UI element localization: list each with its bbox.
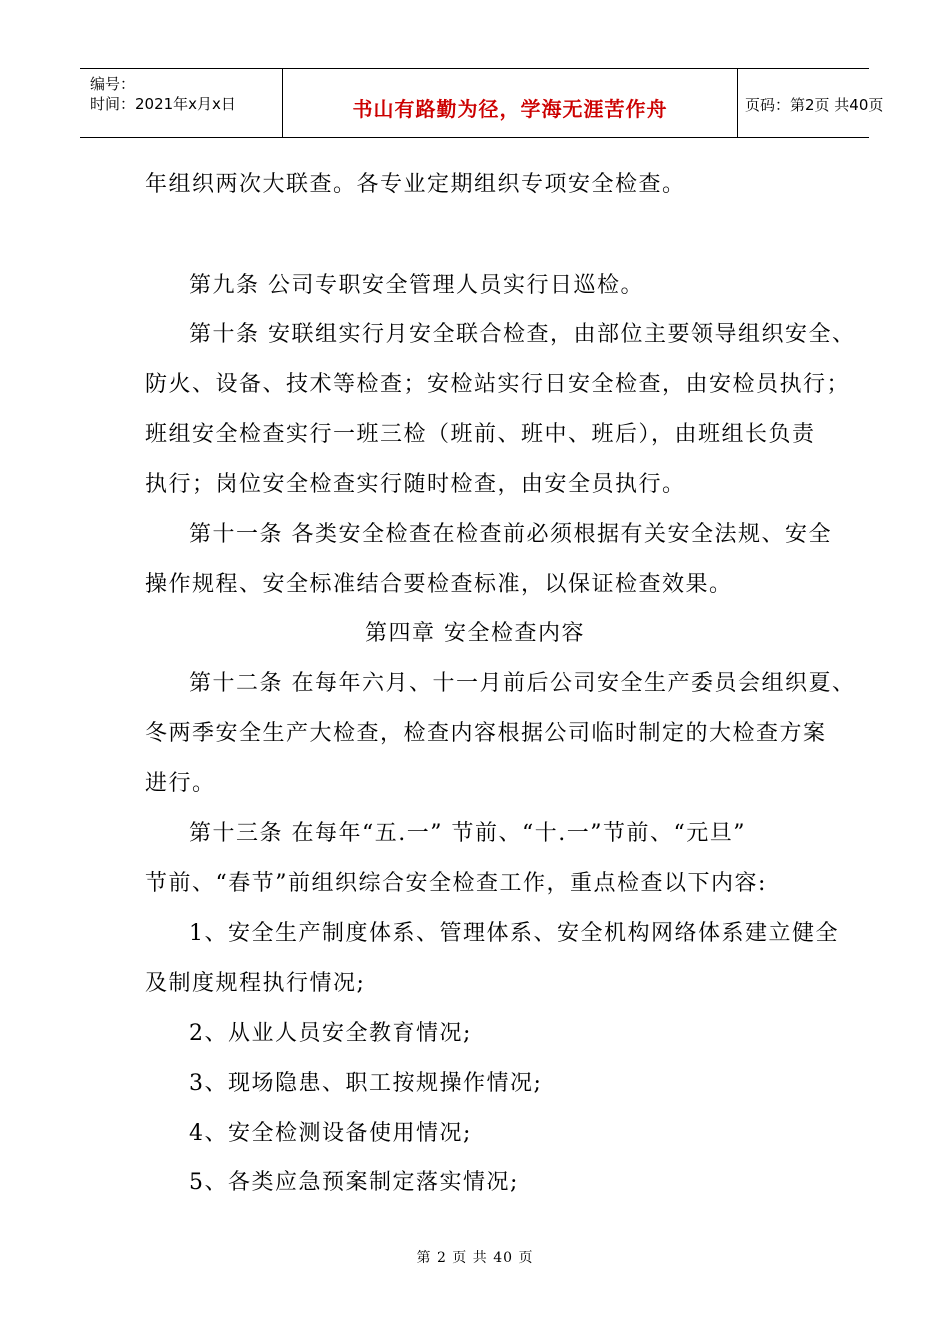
- body-line: 进行。: [145, 771, 216, 796]
- list-item: 3、现场隐患、职工按规操作情况;: [189, 1071, 543, 1096]
- chapter-heading: 第四章 安全检查内容: [365, 621, 585, 646]
- header-page-cell: [737, 69, 884, 137]
- list-item: 4、安全检测设备使用情况;: [189, 1121, 472, 1146]
- header-info-cell: [80, 69, 282, 137]
- article-10: 第十条 安联组实行月安全联合检查，由部位主要领导组织安全、: [189, 322, 856, 347]
- header-motto: 书山有路勤为径，学海无涯苦作舟: [352, 97, 668, 121]
- body-line: 操作规程、安全标准结合要检查标准，以保证检查效果。: [145, 572, 733, 597]
- list-item: 2、从业人员安全教育情况;: [189, 1021, 472, 1046]
- article-12: 第十二条 在每年六月、十一月前后公司安全生产委员会组织夏、: [189, 671, 856, 696]
- article-13: 第十三条 在每年“五.一” 节前、“十.一”节前、“元旦”: [189, 821, 746, 846]
- list-item: 5、各类应急预案制定落实情况;: [189, 1170, 519, 1195]
- body-line: 年组织两次大联查。各专业定期组织专项安全检查。: [145, 172, 686, 197]
- article-11: 第十一条 各类安全检查在检查前必须根据有关安全法规、安全: [189, 522, 832, 547]
- document-number-label: 编号：: [90, 75, 136, 93]
- document-header: [80, 68, 884, 138]
- article-9: 第九条 公司专职安全管理人员实行日巡检。: [189, 273, 644, 298]
- body-line: 防火、设备、技术等检查；安检站实行日安全检查，由安检员执行；: [145, 372, 851, 397]
- header-page-number: 页码：第2页 共40页: [745, 96, 884, 114]
- document-date-label: 时间：2021年x月x日: [90, 95, 236, 113]
- header-motto-cell: [282, 69, 738, 137]
- body-line: 及制度规程执行情况;: [145, 971, 366, 996]
- body-line: 班组安全检查实行一班三检（班前、班中、班后），由班组长负责: [145, 422, 816, 447]
- page-footer: 第 2 页 共 40 页: [416, 1250, 534, 1266]
- body-line: 冬两季安全生产大检查，检查内容根据公司临时制定的大检查方案: [145, 721, 827, 746]
- list-item: 1、安全生产制度体系、管理体系、安全机构网络体系建立健全: [189, 921, 839, 946]
- body-line: 执行；岗位安全检查实行随时检查，由安全员执行。: [145, 472, 686, 497]
- body-line: 节前、“春节”前组织综合安全检查工作，重点检查以下内容:: [145, 871, 767, 896]
